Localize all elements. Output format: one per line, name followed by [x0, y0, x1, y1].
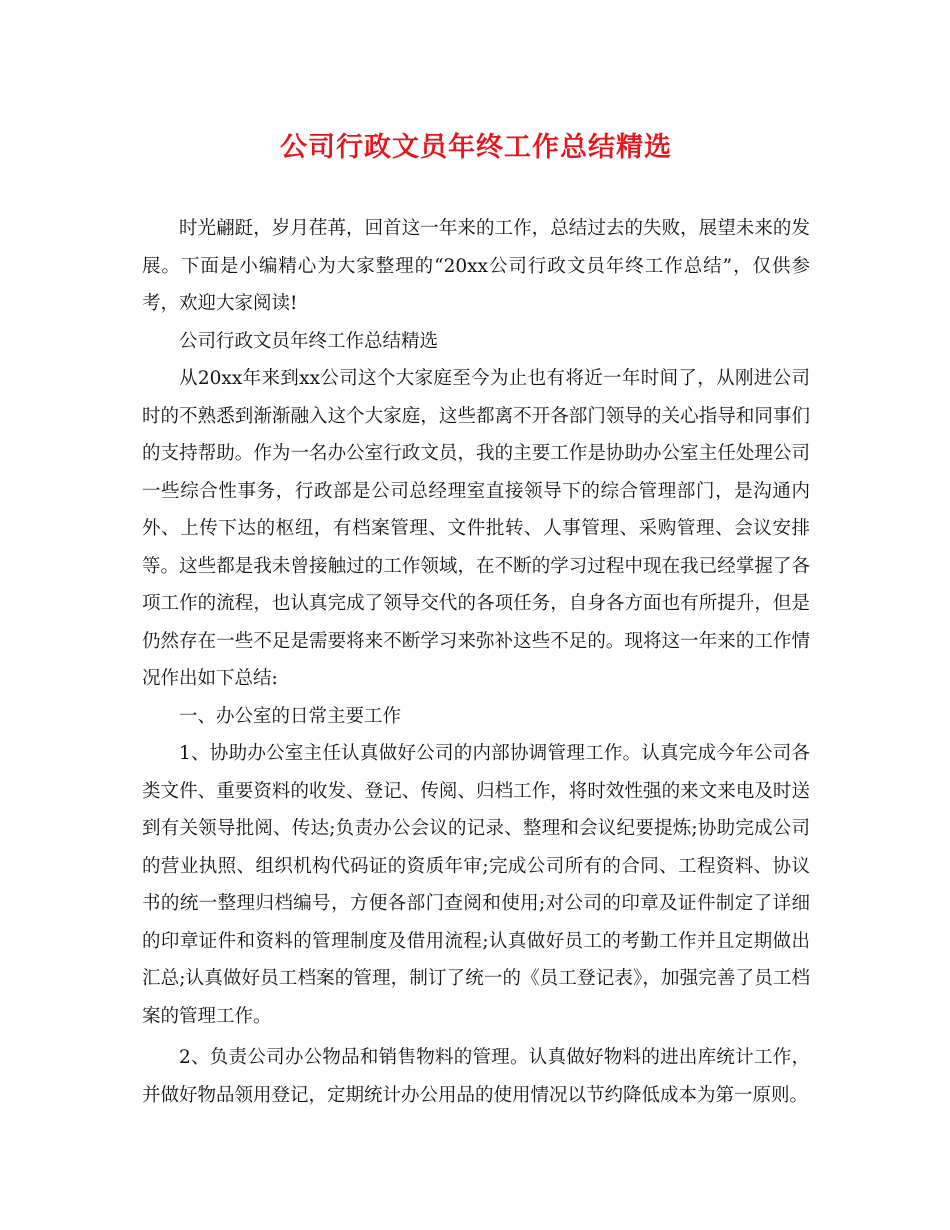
intro-paragraph: 时光翩跹，岁月荏苒，回首这一年来的工作，总结过去的失败，展望未来的发展。下面是小编精心为大家整理的“20xx公司行政文员年终工作总结”，仅供参考，欢迎大家阅读! — [142, 218, 810, 314]
body-paragraph: 1、协助办公室主任认真做好公司的内部协调管理工作。认真完成今年公司各类文件、重要资料的收发、登记、传阅、归档工作，将时效性强的来文来电及时送到有关领导批阅、传达;负责办公会议的记录、整理和会议纪要提炼;协助完成公司的营业执照、组织机构代码证的资质年审;完成公司所有的合同、工程资料、协议书的统一整理归档编号，方便各部门查阅和使用;对公司的印章及证件制定了详细的印章证件和资料的管理制度及借用流程;认真做好员工的考勤工作并且定期做出汇总;认真做好员工档案的管理，制订了统一的《员工登记表》，加强完善了员工档案的管理工作。 — [142, 743, 810, 1027]
body-paragraph: 从20xx年来到xx公司这个大家庭至今为止也有将近一年时间了，从刚进公司时的不熟悉到渐渐融入这个大家庭，这些都离不开各部门领导的关心指导和同事们的支持帮助。作为一名办公室行政文员，我的主要工作是协助办公室主任处理公司一些综合性事务，行政部是公司总经理室直接领导下的综合管理部门，是沟通内外、上传下达的枢纽，有档案管理、文件批转、人事管理、采购管理、会议安排等。这些都是我未曾接触过的工作领域，在不断的学习过程中现在我已经掌握了各项工作的流程，也认真完成了领导交代的各项任务，自身各方面也有所提升，但是仍然存在一些不足是需要将来不断学习来弥补这些不足的。现将这一年来的工作情况作出如下总结: — [142, 368, 810, 689]
document-title: 公司行政文员年终工作总结精选 — [280, 132, 672, 163]
section-heading: 一、办公室的日常主要工作 — [179, 705, 402, 727]
document-page — [142, 128, 810, 1114]
subtitle-paragraph: 公司行政文员年终工作总结精选 — [179, 330, 439, 352]
body-paragraph: 2、负责公司办公物品和销售物料的管理。认真做好物料的进出库统计工作，并做好物品领用登记，定期统计办公用品的使用情况以节约降低成本为第一原则。 — [142, 1047, 810, 1106]
